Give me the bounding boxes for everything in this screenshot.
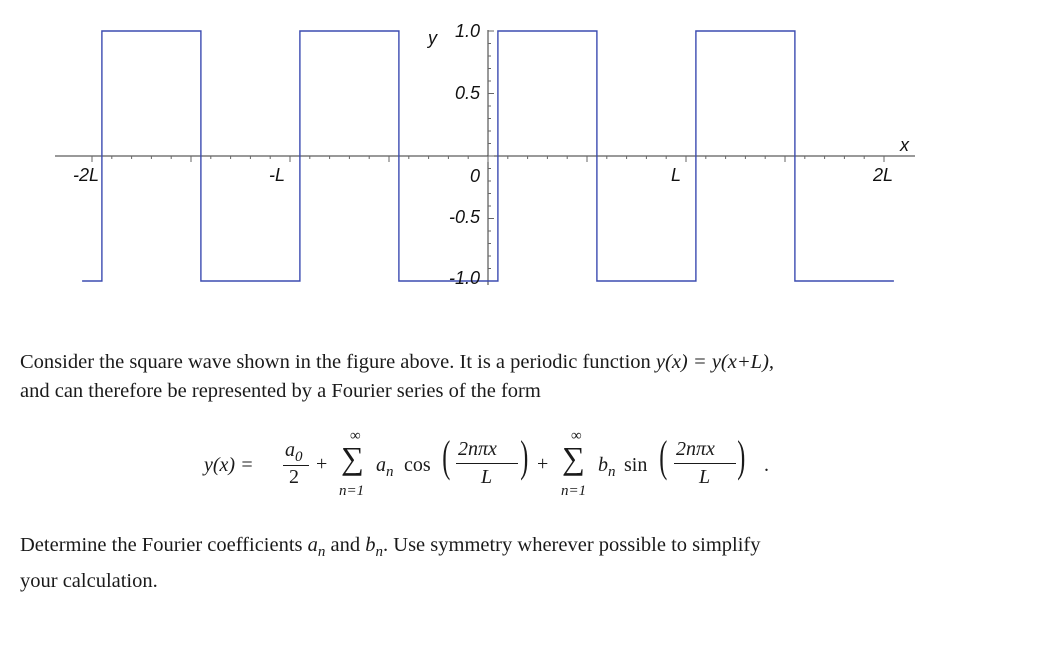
eq-sin-numerator: 2nπx [676,438,715,460]
y-tick-label: -0.5 [448,207,480,227]
eq-lhs: y(x) = [204,454,254,476]
task-paragraph [20,531,1020,596]
eq-cos-numerator: 2nπx [458,438,497,460]
coef-b: $b_n$ [365,534,384,561]
y-tick-label: 0 [469,166,480,186]
task-text: Determine the Fourier coefficients [20,534,308,556]
problem-intro-paragraph [20,348,1020,406]
eq-plus: + [316,453,328,475]
eq-an: $a_n$ [376,454,394,480]
coef-a: $a_n$ [307,534,326,561]
eq-fraction-bar [674,463,736,464]
eq-rparen: ) [737,432,746,481]
task-and: and [325,534,366,556]
minor-ticks [92,31,884,281]
task-text-cont: . Use symmetry wherever possible to simplify [383,534,761,556]
eq-sum-lower: n=1 [339,483,365,499]
eq-lparen: ( [659,432,668,481]
eq-a0: $a_0$ [285,439,303,465]
x-axis-label: x [900,135,909,155]
y-axis-label: y [428,28,437,48]
eq-sigma: ∑ [562,440,585,476]
eq-fraction-bar [456,463,518,464]
intro-text: Consider the square wave shown in the figure above. It is a periodic function [20,351,656,373]
eq-two: 2 [289,466,299,488]
eq-cos: cos [404,454,431,476]
eq-period: . [764,454,769,476]
eq-sum-upper: ∞ [350,428,361,444]
task-text-end: your calculation. [20,570,158,593]
square-wave-figure [0,0,1040,300]
y-tick-label: -1.0 [448,268,480,288]
axes [55,30,915,285]
eq-bn: $b_n$ [598,454,616,480]
periodicity-formula: y(x) = y(x+L), [655,351,775,373]
eq-lparen: ( [442,432,451,481]
x-tick-label: L [670,165,682,185]
eq-cos-denominator: L [481,466,493,488]
eq-plus: + [537,453,549,475]
eq-sigma: ∑ [341,440,364,476]
eq-sum-upper: ∞ [571,428,582,444]
intro-text-cont: and can therefore be represented by a Fourier series of the form [20,380,541,402]
y-tick-label: 0.5 [454,83,480,103]
eq-rparen: ) [520,432,529,481]
eq-sin: sin [624,454,648,476]
x-tick-label: -L [268,165,286,185]
eq-sin-denominator: L [699,466,711,488]
x-tick-label: 2L [872,165,894,185]
y-tick-label: 1.0 [454,21,480,41]
x-tick-label: -2L [72,165,100,185]
eq-sum-lower: n=1 [561,483,587,499]
